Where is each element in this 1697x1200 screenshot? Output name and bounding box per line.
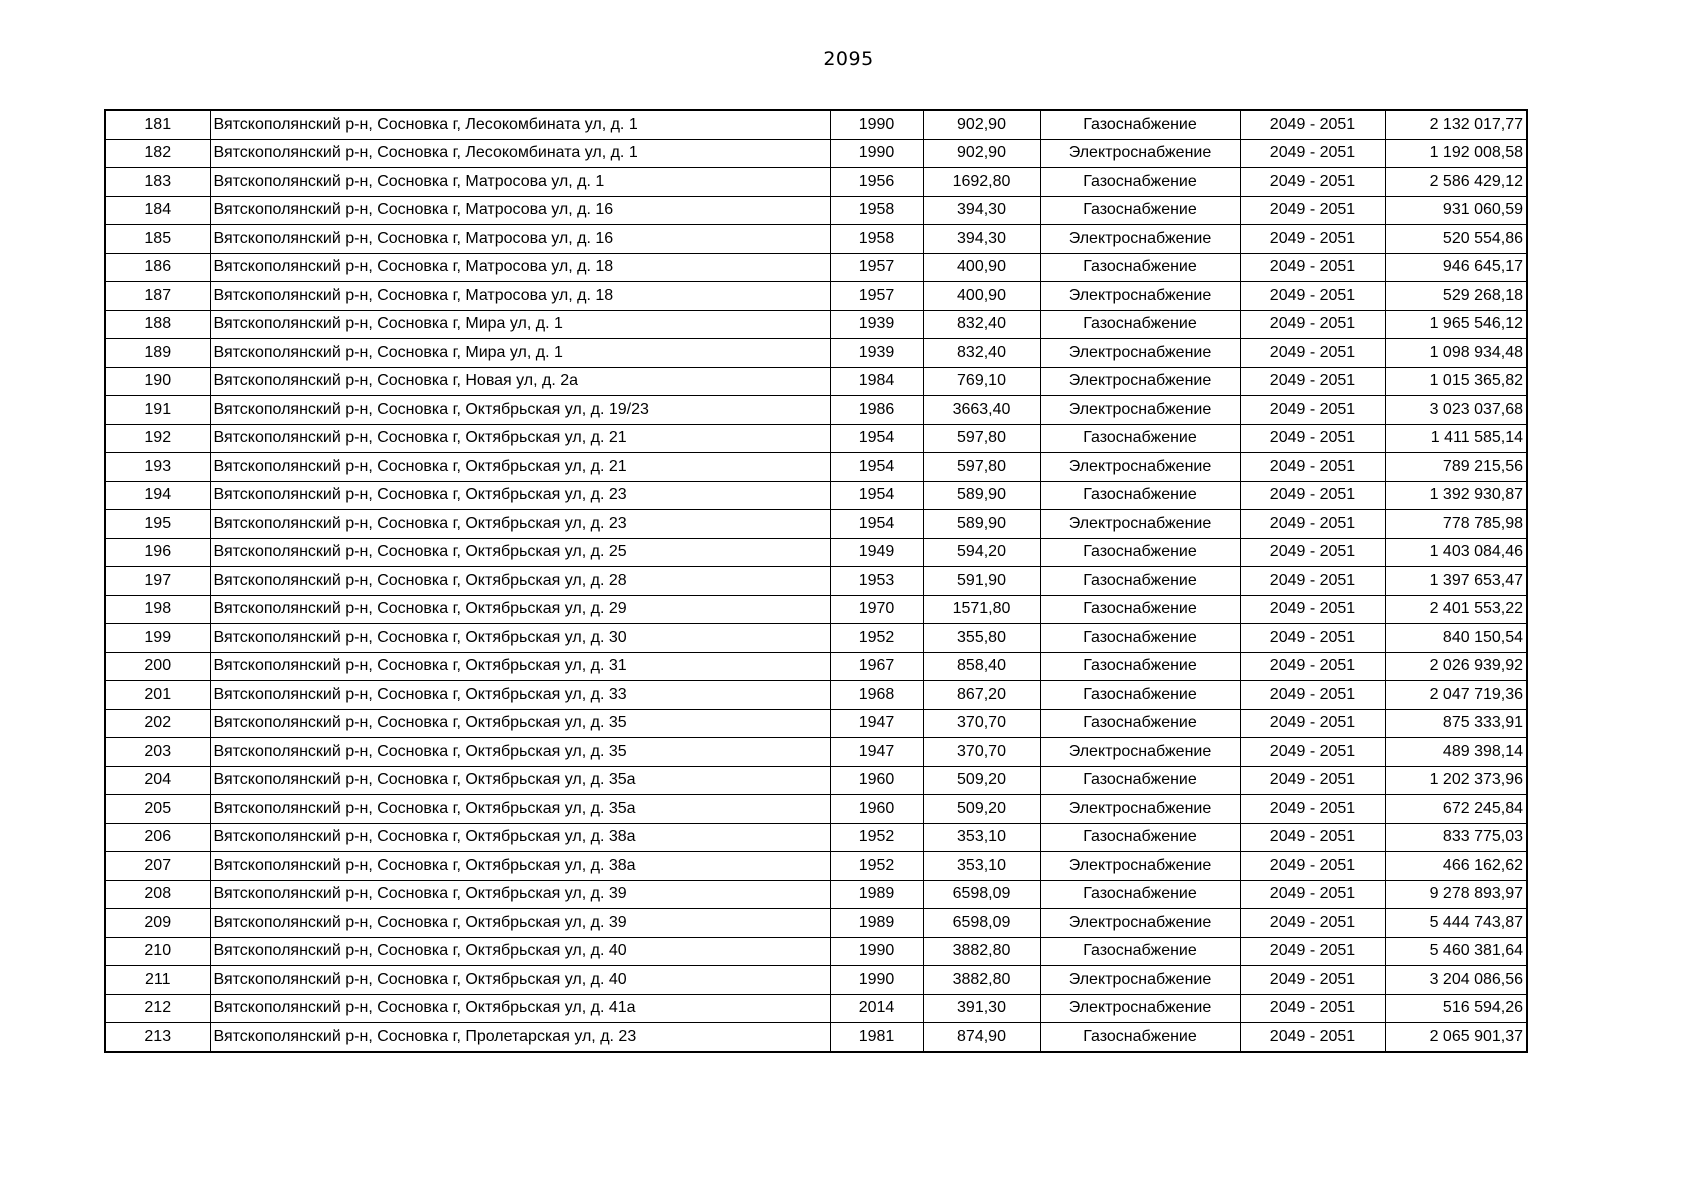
period-cell: 2049 - 2051	[1240, 538, 1385, 567]
period-cell: 2049 - 2051	[1240, 624, 1385, 653]
row-number: 190	[105, 367, 210, 396]
cost-cell: 2 026 939,92	[1385, 652, 1527, 681]
period-cell: 2049 - 2051	[1240, 253, 1385, 282]
period-cell: 2049 - 2051	[1240, 339, 1385, 368]
service-type-cell: Газоснабжение	[1040, 424, 1240, 453]
year-cell: 1981	[830, 1023, 923, 1052]
table-row	[105, 966, 1527, 995]
service-type-cell: Газоснабжение	[1040, 196, 1240, 225]
service-type-cell: Газоснабжение	[1040, 310, 1240, 339]
service-type-cell: Газоснабжение	[1040, 595, 1240, 624]
row-number: 193	[105, 453, 210, 482]
table-body	[105, 110, 1527, 1052]
year-cell: 1952	[830, 624, 923, 653]
table-row	[105, 481, 1527, 510]
cost-cell: 489 398,14	[1385, 738, 1527, 767]
table-row	[105, 196, 1527, 225]
period-cell: 2049 - 2051	[1240, 225, 1385, 254]
row-number: 198	[105, 595, 210, 624]
cost-cell: 833 775,03	[1385, 823, 1527, 852]
row-number: 186	[105, 253, 210, 282]
area-cell: 6598,09	[923, 909, 1040, 938]
service-type-cell: Газоснабжение	[1040, 937, 1240, 966]
period-cell: 2049 - 2051	[1240, 966, 1385, 995]
year-cell: 1984	[830, 367, 923, 396]
table-row	[105, 139, 1527, 168]
address-cell: Вятскополянский р-н, Сосновка г, Матросова ул, д. 16	[210, 196, 830, 225]
year-cell: 1954	[830, 481, 923, 510]
area-cell: 509,20	[923, 795, 1040, 824]
address-cell: Вятскополянский р-н, Сосновка г, Новая ул, д. 2а	[210, 367, 830, 396]
period-cell: 2049 - 2051	[1240, 367, 1385, 396]
service-type-cell: Электроснабжение	[1040, 367, 1240, 396]
row-number: 185	[105, 225, 210, 254]
table-row	[105, 652, 1527, 681]
year-cell: 1990	[830, 937, 923, 966]
service-type-cell: Газоснабжение	[1040, 110, 1240, 139]
cost-cell: 2 586 429,12	[1385, 168, 1527, 197]
area-cell: 509,20	[923, 766, 1040, 795]
address-cell: Вятскополянский р-н, Сосновка г, Матросова ул, д. 16	[210, 225, 830, 254]
area-cell: 3663,40	[923, 396, 1040, 425]
address-cell: Вятскополянский р-н, Сосновка г, Октябрьская ул, д. 23	[210, 481, 830, 510]
service-type-cell: Электроснабжение	[1040, 795, 1240, 824]
year-cell: 1989	[830, 880, 923, 909]
row-number: 208	[105, 880, 210, 909]
area-cell: 370,70	[923, 738, 1040, 767]
area-cell: 355,80	[923, 624, 1040, 653]
period-cell: 2049 - 2051	[1240, 994, 1385, 1023]
period-cell: 2049 - 2051	[1240, 937, 1385, 966]
table-row	[105, 424, 1527, 453]
service-type-cell: Электроснабжение	[1040, 396, 1240, 425]
cost-cell: 3 204 086,56	[1385, 966, 1527, 995]
cost-cell: 529 268,18	[1385, 282, 1527, 311]
row-number: 202	[105, 709, 210, 738]
address-cell: Вятскополянский р-н, Сосновка г, Мира ул, д. 1	[210, 339, 830, 368]
service-type-cell: Газоснабжение	[1040, 880, 1240, 909]
service-type-cell: Электроснабжение	[1040, 453, 1240, 482]
row-number: 201	[105, 681, 210, 710]
period-cell: 2049 - 2051	[1240, 310, 1385, 339]
table-row	[105, 880, 1527, 909]
cost-cell: 2 047 719,36	[1385, 681, 1527, 710]
year-cell: 1952	[830, 823, 923, 852]
area-cell: 400,90	[923, 282, 1040, 311]
area-cell: 597,80	[923, 424, 1040, 453]
cost-cell: 1 397 653,47	[1385, 567, 1527, 596]
address-cell: Вятскополянский р-н, Сосновка г, Октябрьская ул, д. 25	[210, 538, 830, 567]
row-number: 196	[105, 538, 210, 567]
address-cell: Вятскополянский р-н, Сосновка г, Октябрьская ул, д. 35	[210, 709, 830, 738]
year-cell: 1953	[830, 567, 923, 596]
area-cell: 832,40	[923, 339, 1040, 368]
address-cell: Вятскополянский р-н, Сосновка г, Октябрьская ул, д. 38а	[210, 852, 830, 881]
cost-cell: 778 785,98	[1385, 510, 1527, 539]
row-number: 204	[105, 766, 210, 795]
address-cell: Вятскополянский р-н, Сосновка г, Матросова ул, д. 1	[210, 168, 830, 197]
service-type-cell: Электроснабжение	[1040, 966, 1240, 995]
row-number: 191	[105, 396, 210, 425]
area-cell: 394,30	[923, 196, 1040, 225]
table-row	[105, 253, 1527, 282]
row-number: 205	[105, 795, 210, 824]
table-row	[105, 766, 1527, 795]
service-type-cell: Электроснабжение	[1040, 738, 1240, 767]
address-cell: Вятскополянский р-н, Сосновка г, Октябрьская ул, д. 40	[210, 966, 830, 995]
row-number: 183	[105, 168, 210, 197]
cost-cell: 2 065 901,37	[1385, 1023, 1527, 1052]
area-cell: 902,90	[923, 139, 1040, 168]
year-cell: 1990	[830, 110, 923, 139]
cost-cell: 875 333,91	[1385, 709, 1527, 738]
cost-cell: 1 403 084,46	[1385, 538, 1527, 567]
year-cell: 1958	[830, 196, 923, 225]
cost-cell: 946 645,17	[1385, 253, 1527, 282]
area-cell: 391,30	[923, 994, 1040, 1023]
table-row	[105, 852, 1527, 881]
address-cell: Вятскополянский р-н, Сосновка г, Матросова ул, д. 18	[210, 282, 830, 311]
cost-cell: 3 023 037,68	[1385, 396, 1527, 425]
year-cell: 1986	[830, 396, 923, 425]
row-number: 195	[105, 510, 210, 539]
row-number: 203	[105, 738, 210, 767]
table-row	[105, 681, 1527, 710]
year-cell: 1954	[830, 510, 923, 539]
address-cell: Вятскополянский р-н, Сосновка г, Октябрьская ул, д. 41а	[210, 994, 830, 1023]
year-cell: 1957	[830, 282, 923, 311]
table-row	[105, 738, 1527, 767]
area-cell: 832,40	[923, 310, 1040, 339]
cost-cell: 1 192 008,58	[1385, 139, 1527, 168]
year-cell: 1949	[830, 538, 923, 567]
row-number: 212	[105, 994, 210, 1023]
area-cell: 394,30	[923, 225, 1040, 254]
cost-cell: 1 392 930,87	[1385, 481, 1527, 510]
cost-cell: 789 215,56	[1385, 453, 1527, 482]
table-row	[105, 994, 1527, 1023]
year-cell: 1954	[830, 424, 923, 453]
year-cell: 1990	[830, 139, 923, 168]
year-cell: 1952	[830, 852, 923, 881]
address-cell: Вятскополянский р-н, Сосновка г, Октябрьская ул, д. 35а	[210, 766, 830, 795]
area-cell: 400,90	[923, 253, 1040, 282]
cost-cell: 1 202 373,96	[1385, 766, 1527, 795]
period-cell: 2049 - 2051	[1240, 139, 1385, 168]
row-number: 211	[105, 966, 210, 995]
table-row	[105, 339, 1527, 368]
period-cell: 2049 - 2051	[1240, 681, 1385, 710]
period-cell: 2049 - 2051	[1240, 795, 1385, 824]
address-cell: Вятскополянский р-н, Сосновка г, Октябрьская ул, д. 29	[210, 595, 830, 624]
area-cell: 858,40	[923, 652, 1040, 681]
page-number: 2095	[823, 48, 874, 70]
address-cell: Вятскополянский р-н, Сосновка г, Октябрьская ул, д. 35а	[210, 795, 830, 824]
service-type-cell: Газоснабжение	[1040, 709, 1240, 738]
service-type-cell: Электроснабжение	[1040, 994, 1240, 1023]
cost-cell: 1 098 934,48	[1385, 339, 1527, 368]
cost-cell: 520 554,86	[1385, 225, 1527, 254]
service-type-cell: Газоснабжение	[1040, 823, 1240, 852]
address-cell: Вятскополянский р-н, Сосновка г, Лесокомбината ул, д. 1	[210, 139, 830, 168]
area-cell: 769,10	[923, 367, 1040, 396]
cost-cell: 672 245,84	[1385, 795, 1527, 824]
area-cell: 902,90	[923, 110, 1040, 139]
period-cell: 2049 - 2051	[1240, 168, 1385, 197]
address-cell: Вятскополянский р-н, Сосновка г, Октябрьская ул, д. 38а	[210, 823, 830, 852]
cost-cell: 2 401 553,22	[1385, 595, 1527, 624]
year-cell: 1990	[830, 966, 923, 995]
period-cell: 2049 - 2051	[1240, 852, 1385, 881]
row-number: 188	[105, 310, 210, 339]
row-number: 192	[105, 424, 210, 453]
service-type-cell: Электроснабжение	[1040, 909, 1240, 938]
address-cell: Вятскополянский р-н, Сосновка г, Октябрьская ул, д. 31	[210, 652, 830, 681]
period-cell: 2049 - 2051	[1240, 282, 1385, 311]
year-cell: 1947	[830, 738, 923, 767]
table-row	[105, 453, 1527, 482]
year-cell: 1939	[830, 310, 923, 339]
service-type-cell: Газоснабжение	[1040, 481, 1240, 510]
service-type-cell: Электроснабжение	[1040, 510, 1240, 539]
table-row	[105, 795, 1527, 824]
year-cell: 1967	[830, 652, 923, 681]
period-cell: 2049 - 2051	[1240, 567, 1385, 596]
period-cell: 2049 - 2051	[1240, 709, 1385, 738]
row-number: 194	[105, 481, 210, 510]
year-cell: 1947	[830, 709, 923, 738]
address-cell: Вятскополянский р-н, Сосновка г, Октябрьская ул, д. 35	[210, 738, 830, 767]
row-number: 184	[105, 196, 210, 225]
address-cell: Вятскополянский р-н, Сосновка г, Мира ул, д. 1	[210, 310, 830, 339]
address-cell: Вятскополянский р-н, Сосновка г, Пролетарская ул, д. 23	[210, 1023, 830, 1052]
year-cell: 1958	[830, 225, 923, 254]
cost-cell: 516 594,26	[1385, 994, 1527, 1023]
cost-cell: 2 132 017,77	[1385, 110, 1527, 139]
address-cell: Вятскополянский р-н, Сосновка г, Октябрьская ул, д. 30	[210, 624, 830, 653]
service-type-cell: Электроснабжение	[1040, 139, 1240, 168]
area-cell: 594,20	[923, 538, 1040, 567]
year-cell: 1957	[830, 253, 923, 282]
year-cell: 1989	[830, 909, 923, 938]
period-cell: 2049 - 2051	[1240, 196, 1385, 225]
year-cell: 1960	[830, 795, 923, 824]
area-cell: 1571,80	[923, 595, 1040, 624]
period-cell: 2049 - 2051	[1240, 110, 1385, 139]
period-cell: 2049 - 2051	[1240, 595, 1385, 624]
table-row	[105, 937, 1527, 966]
table-row	[105, 909, 1527, 938]
service-type-cell: Газоснабжение	[1040, 567, 1240, 596]
row-number: 207	[105, 852, 210, 881]
cost-cell: 5 460 381,64	[1385, 937, 1527, 966]
table-row	[105, 310, 1527, 339]
year-cell: 2014	[830, 994, 923, 1023]
address-cell: Вятскополянский р-н, Сосновка г, Октябрьская ул, д. 39	[210, 909, 830, 938]
period-cell: 2049 - 2051	[1240, 766, 1385, 795]
address-cell: Вятскополянский р-н, Сосновка г, Октябрьская ул, д. 33	[210, 681, 830, 710]
table-row	[105, 225, 1527, 254]
cost-cell: 9 278 893,97	[1385, 880, 1527, 909]
service-type-cell: Газоснабжение	[1040, 253, 1240, 282]
row-number: 206	[105, 823, 210, 852]
service-type-cell: Электроснабжение	[1040, 852, 1240, 881]
address-cell: Вятскополянский р-н, Сосновка г, Октябрьская ул, д. 40	[210, 937, 830, 966]
table-row	[105, 396, 1527, 425]
area-cell: 353,10	[923, 823, 1040, 852]
cost-cell: 840 150,54	[1385, 624, 1527, 653]
row-number: 187	[105, 282, 210, 311]
table-row	[105, 367, 1527, 396]
row-number: 213	[105, 1023, 210, 1052]
period-cell: 2049 - 2051	[1240, 909, 1385, 938]
year-cell: 1968	[830, 681, 923, 710]
cost-cell: 1 411 585,14	[1385, 424, 1527, 453]
area-cell: 353,10	[923, 852, 1040, 881]
address-cell: Вятскополянский р-н, Сосновка г, Лесокомбината ул, д. 1	[210, 110, 830, 139]
address-cell: Вятскополянский р-н, Сосновка г, Октябрьская ул, д. 19/23	[210, 396, 830, 425]
row-number: 182	[105, 139, 210, 168]
area-cell: 874,90	[923, 1023, 1040, 1052]
period-cell: 2049 - 2051	[1240, 880, 1385, 909]
table-row	[105, 110, 1527, 139]
row-number: 197	[105, 567, 210, 596]
address-cell: Вятскополянский р-н, Сосновка г, Октябрьская ул, д. 23	[210, 510, 830, 539]
area-cell: 3882,80	[923, 966, 1040, 995]
period-cell: 2049 - 2051	[1240, 453, 1385, 482]
year-cell: 1939	[830, 339, 923, 368]
table-row	[105, 538, 1527, 567]
row-number: 181	[105, 110, 210, 139]
table-row	[105, 510, 1527, 539]
registry-table	[104, 109, 1528, 1053]
period-cell: 2049 - 2051	[1240, 396, 1385, 425]
service-type-cell: Газоснабжение	[1040, 766, 1240, 795]
cost-cell: 5 444 743,87	[1385, 909, 1527, 938]
year-cell: 1956	[830, 168, 923, 197]
address-cell: Вятскополянский р-н, Сосновка г, Октябрьская ул, д. 28	[210, 567, 830, 596]
table-row	[105, 823, 1527, 852]
area-cell: 370,70	[923, 709, 1040, 738]
table-row	[105, 282, 1527, 311]
service-type-cell: Газоснабжение	[1040, 652, 1240, 681]
service-type-cell: Газоснабжение	[1040, 1023, 1240, 1052]
period-cell: 2049 - 2051	[1240, 1023, 1385, 1052]
service-type-cell: Газоснабжение	[1040, 168, 1240, 197]
table-row	[105, 595, 1527, 624]
table-row	[105, 168, 1527, 197]
cost-cell: 931 060,59	[1385, 196, 1527, 225]
row-number: 199	[105, 624, 210, 653]
service-type-cell: Газоснабжение	[1040, 624, 1240, 653]
row-number: 209	[105, 909, 210, 938]
row-number: 210	[105, 937, 210, 966]
table-row	[105, 567, 1527, 596]
period-cell: 2049 - 2051	[1240, 481, 1385, 510]
area-cell: 591,90	[923, 567, 1040, 596]
period-cell: 2049 - 2051	[1240, 823, 1385, 852]
area-cell: 3882,80	[923, 937, 1040, 966]
row-number: 189	[105, 339, 210, 368]
service-type-cell: Газоснабжение	[1040, 681, 1240, 710]
area-cell: 6598,09	[923, 880, 1040, 909]
area-cell: 597,80	[923, 453, 1040, 482]
service-type-cell: Газоснабжение	[1040, 538, 1240, 567]
address-cell: Вятскополянский р-н, Сосновка г, Октябрьская ул, д. 21	[210, 424, 830, 453]
period-cell: 2049 - 2051	[1240, 424, 1385, 453]
row-number: 200	[105, 652, 210, 681]
table-row	[105, 1023, 1527, 1052]
period-cell: 2049 - 2051	[1240, 738, 1385, 767]
table-row	[105, 624, 1527, 653]
address-cell: Вятскополянский р-н, Сосновка г, Матросова ул, д. 18	[210, 253, 830, 282]
service-type-cell: Электроснабжение	[1040, 282, 1240, 311]
cost-cell: 1 015 365,82	[1385, 367, 1527, 396]
area-cell: 589,90	[923, 510, 1040, 539]
cost-cell: 466 162,62	[1385, 852, 1527, 881]
area-cell: 589,90	[923, 481, 1040, 510]
year-cell: 1970	[830, 595, 923, 624]
year-cell: 1960	[830, 766, 923, 795]
year-cell: 1954	[830, 453, 923, 482]
cost-cell: 1 965 546,12	[1385, 310, 1527, 339]
area-cell: 1692,80	[923, 168, 1040, 197]
area-cell: 867,20	[923, 681, 1040, 710]
table-row	[105, 709, 1527, 738]
service-type-cell: Электроснабжение	[1040, 339, 1240, 368]
period-cell: 2049 - 2051	[1240, 652, 1385, 681]
period-cell: 2049 - 2051	[1240, 510, 1385, 539]
service-type-cell: Электроснабжение	[1040, 225, 1240, 254]
address-cell: Вятскополянский р-н, Сосновка г, Октябрьская ул, д. 21	[210, 453, 830, 482]
address-cell: Вятскополянский р-н, Сосновка г, Октябрьская ул, д. 39	[210, 880, 830, 909]
